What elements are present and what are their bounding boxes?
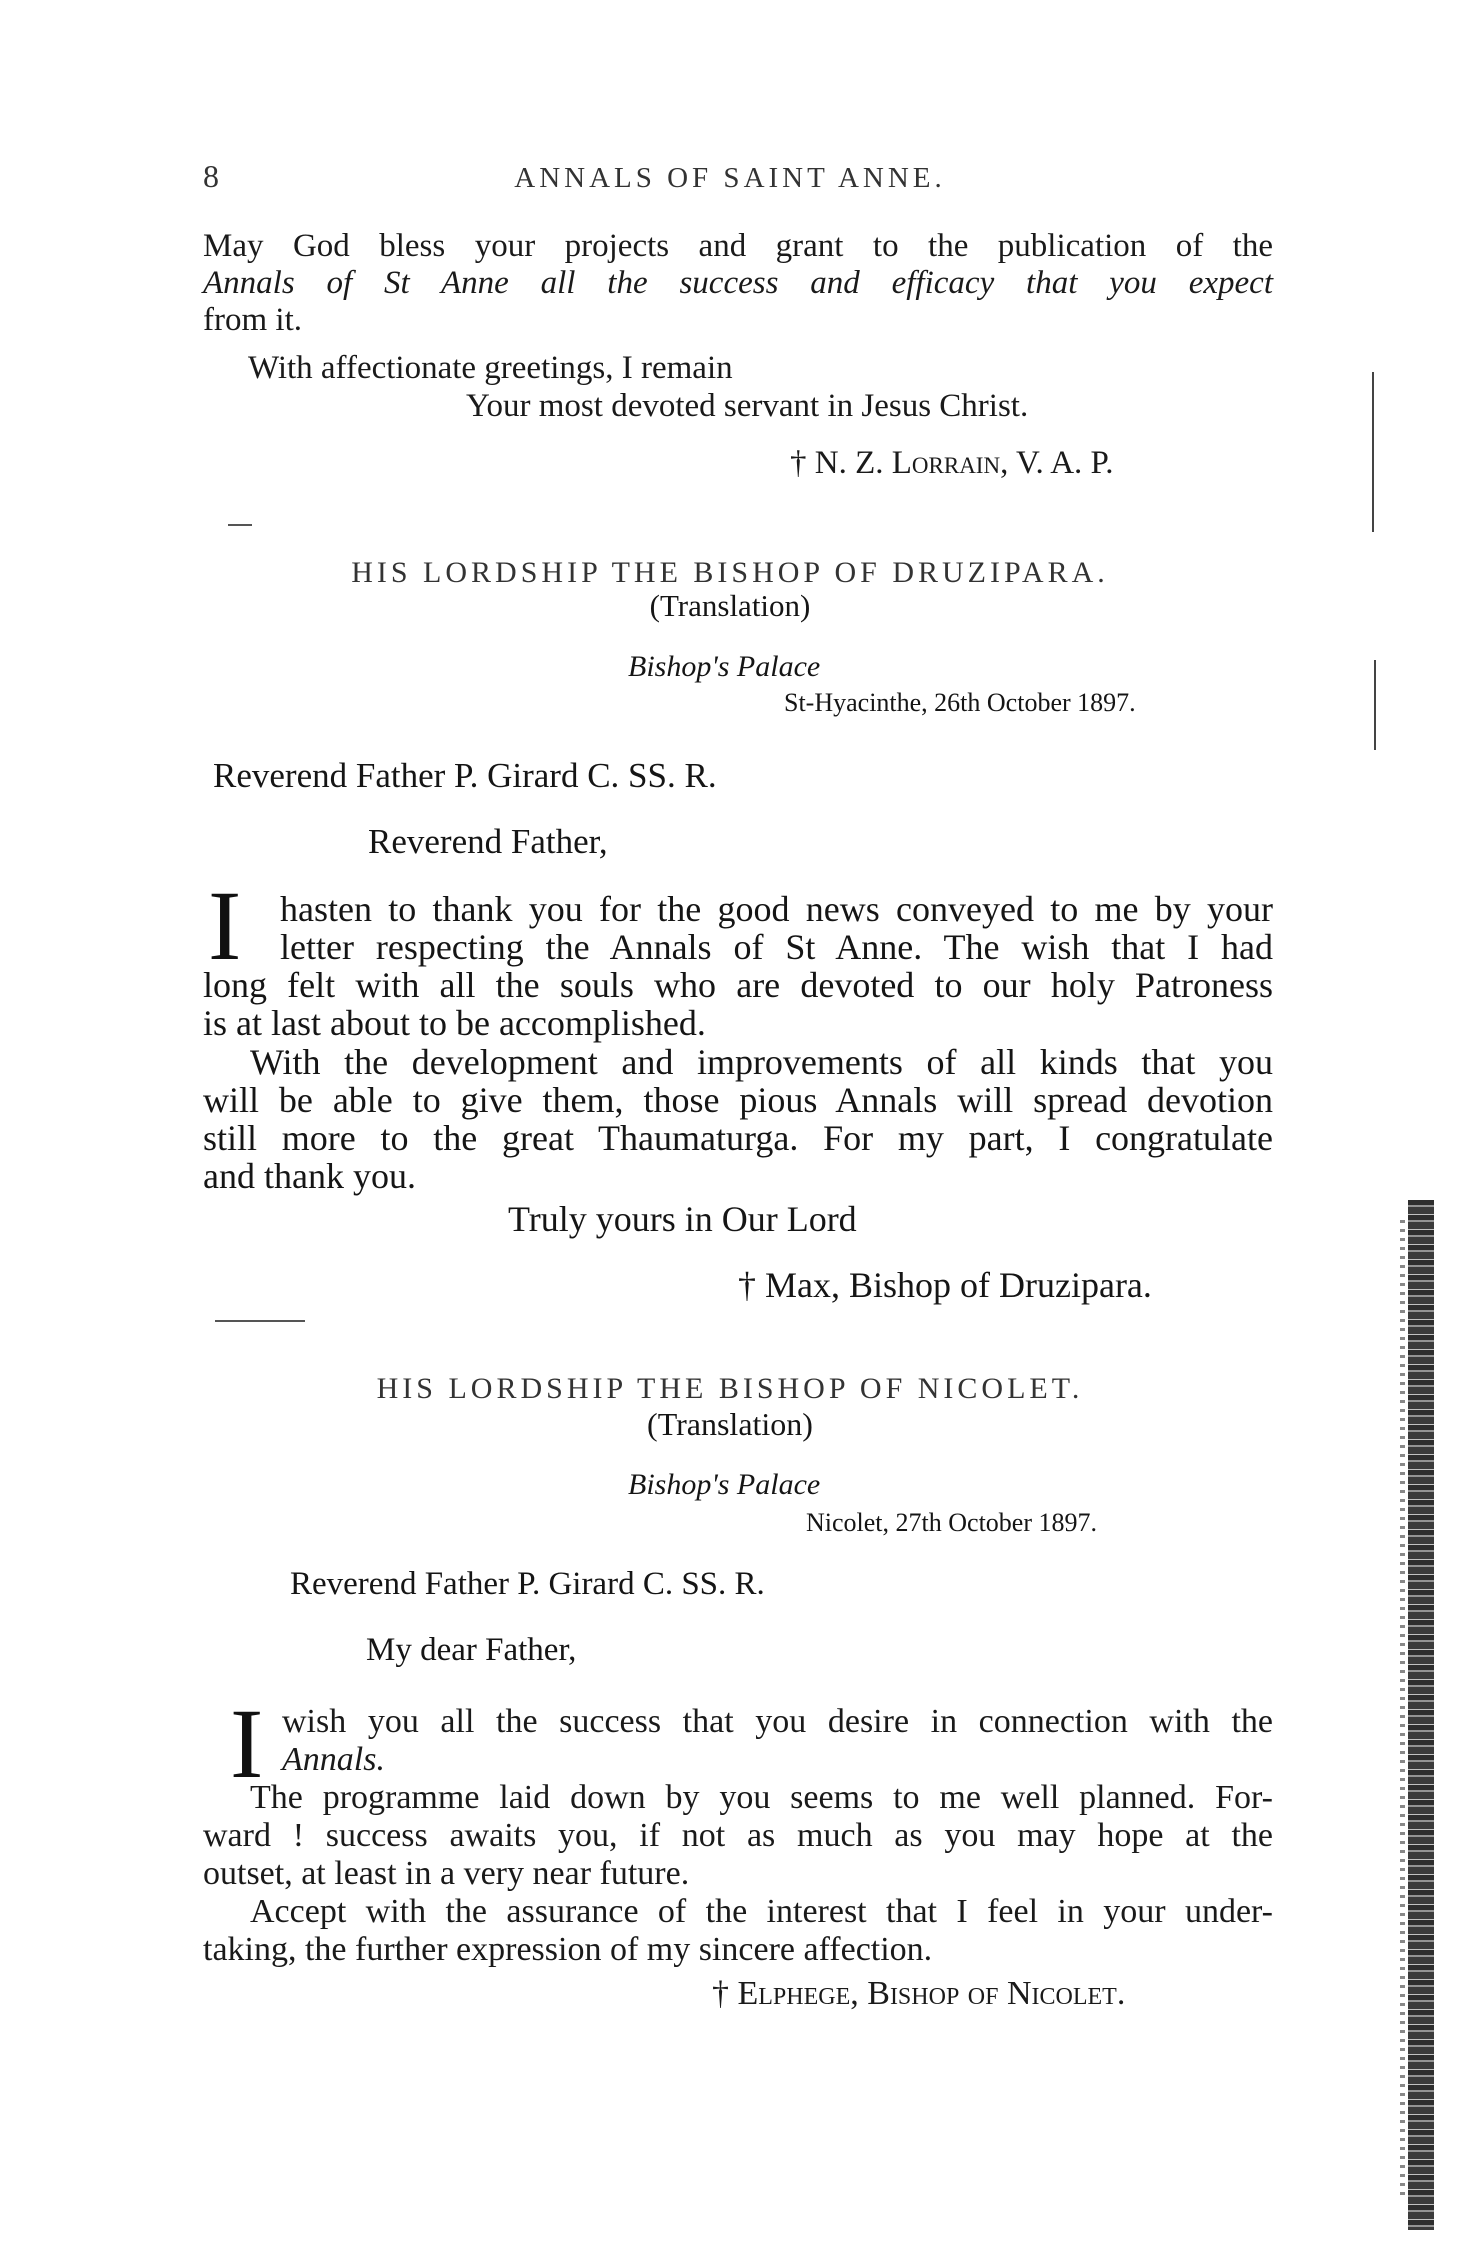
section-divider — [228, 524, 252, 526]
letter1-greeting: With affectionate greetings, I remain — [248, 350, 733, 386]
letter2-addressee: Reverend Father P. Girard C. SS. R. — [213, 756, 717, 795]
letter3-heading: HIS LORDSHIP THE BISHOP OF NICOLET. — [376, 1372, 1084, 1405]
letter3-line: Accept with the assurance of the interest that I feel in your under- — [250, 1893, 1273, 1930]
letter2-line: letter respecting the Annals of St Anne. The wish that I had — [280, 927, 1273, 967]
running-title: ANNALS OF SAINT ANNE. — [514, 162, 946, 194]
letter2-line: will be able to give them, those pious Annals will spread devotion — [203, 1080, 1273, 1120]
letter2-salutation: Reverend Father, — [368, 822, 608, 861]
letter2-subheading: (Translation) — [649, 588, 811, 623]
letter2-line: is at last about to be accomplished. — [203, 1003, 706, 1043]
letter3-addressee: Reverend Father P. Girard C. SS. R. — [290, 1566, 765, 1602]
letter2-line: still more to the great Thaumaturga. For my part, I congratulate — [203, 1118, 1273, 1158]
letter2-closing: Truly yours in Our Lord — [508, 1199, 857, 1239]
letter2-date: St-Hyacinthe, 26th October 1897. — [784, 688, 1136, 717]
scan-edge-artifact — [1408, 1200, 1434, 2230]
letter2-place: Bishop's Palace — [628, 650, 821, 683]
dropcap: I — [208, 870, 242, 981]
letter3-place: Bishop's Palace — [628, 1468, 821, 1501]
letter3-signature: † Elphege, Bishop of Nicolet. — [712, 1975, 1126, 2012]
letter2-line: long felt with all the souls who are devoted to our holy Patroness — [203, 965, 1273, 1005]
letter1-line: Annals of St Anne all the success and efficacy that you expect — [203, 265, 1273, 301]
letter2-line: With the development and improvements of all kinds that you — [250, 1042, 1273, 1082]
scan-margin-line — [1372, 372, 1374, 532]
letter3-line: Annals. — [282, 1741, 385, 1778]
letter3-salutation: My dear Father, — [366, 1632, 577, 1668]
letter1-line: from it. — [203, 302, 302, 338]
scan-edge-artifact-thin — [1400, 1220, 1405, 2200]
letter1-closing: Your most devoted servant in Jesus Christ. — [466, 388, 1029, 424]
letter1-line: May God bless your projects and grant to the publication of the — [203, 228, 1273, 264]
letter3-date: Nicolet, 27th October 1897. — [806, 1508, 1097, 1537]
letter3-line: wish you all the success that you desire in connection with the — [282, 1703, 1273, 1740]
letter2-line: and thank you. — [203, 1156, 416, 1196]
letter3-line: The programme laid down by you seems to me well planned. For- — [250, 1779, 1273, 1816]
letter2-heading: HIS LORDSHIP THE BISHOP OF DRUZIPARA. — [351, 556, 1109, 589]
letter1-signature: † N. Z. Lorrain, V. A. P. — [790, 445, 1114, 481]
letter3-line: taking, the further expression of my sincere affection. — [203, 1931, 933, 1968]
letter3-line: outset, at least in a very near future. — [203, 1855, 690, 1892]
letter2-line: hasten to thank you for the good news conveyed to me by your — [280, 889, 1273, 929]
letter3-subheading: (Translation) — [647, 1406, 813, 1442]
scan-margin-line — [1374, 660, 1376, 750]
dropcap: I — [230, 1688, 264, 1799]
letter2-signature: † Max, Bishop of Druzipara. — [738, 1265, 1152, 1305]
letter3-line: ward ! success awaits you, if not as much as you may hope at the — [203, 1817, 1273, 1854]
page-number: 8 — [203, 158, 219, 194]
section-divider — [215, 1320, 305, 1322]
